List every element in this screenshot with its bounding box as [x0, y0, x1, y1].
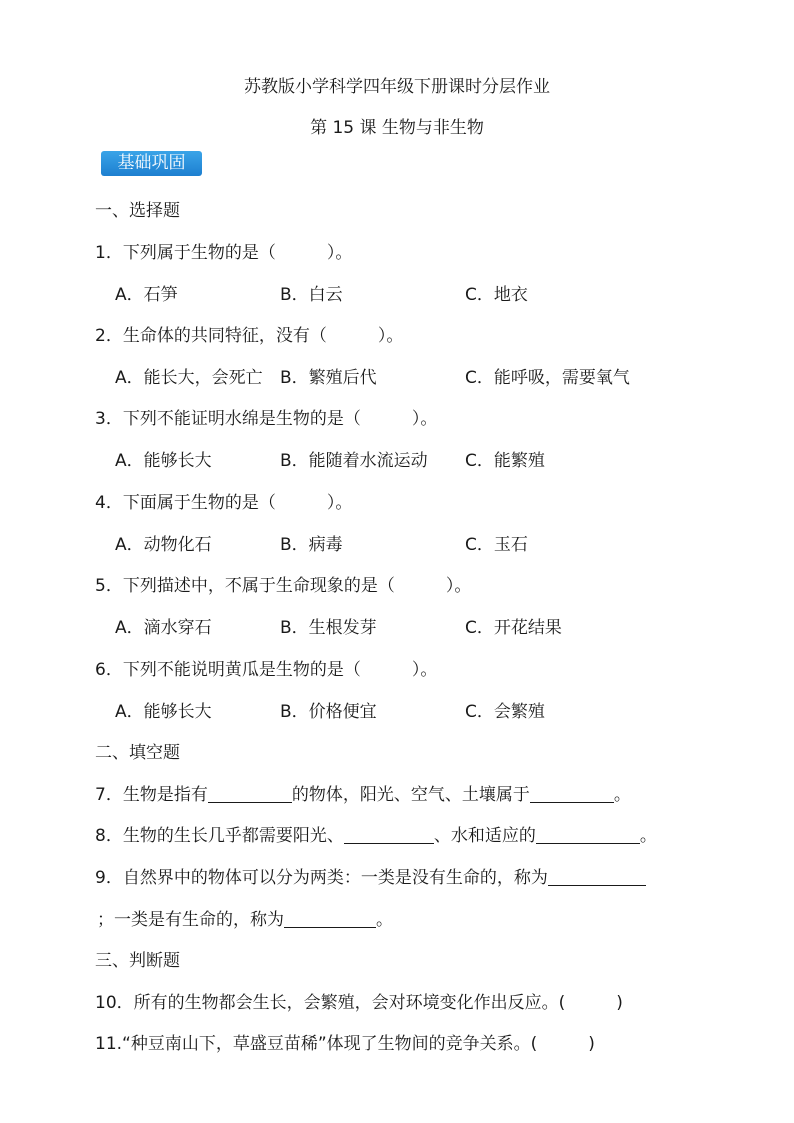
- q5-option-a: A．滴水穿石: [115, 618, 212, 638]
- q6-option-b: B．价格便宜: [280, 702, 377, 722]
- q7-text-end: 。: [613, 785, 631, 805]
- q1-option-a: A．石笋: [115, 285, 178, 305]
- q4-option-c: C．玉石: [465, 535, 528, 555]
- q5-option-b: B．生根发芽: [280, 618, 377, 638]
- section-heading-fill: 二、填空题: [95, 743, 180, 763]
- question-9: [95, 863, 646, 888]
- q3-option-c: C．能繁殖: [465, 451, 545, 471]
- question-5: 5．下列描述中，不属于生命现象的是（ ）。: [95, 576, 472, 596]
- q8-blank-2[interactable]: [536, 826, 640, 844]
- q9-text-middle: ；一类是有生命的，称为: [97, 910, 284, 930]
- q5-option-c: C．开花结果: [465, 618, 562, 638]
- q9-text-start: 9．自然界中的物体可以分为两类：一类是没有生命的，称为: [95, 868, 548, 888]
- q3-option-a: A．能够长大: [115, 451, 212, 471]
- section-heading-judge: 三、判断题: [95, 951, 180, 971]
- question-2: 2．生命体的共同特征，没有（ ）。: [95, 326, 404, 346]
- q7-text-middle: 的物体，阳光、空气、土壤属于: [291, 785, 530, 805]
- question-6: 6．下列不能说明黄瓜是生物的是（ ）。: [95, 660, 438, 680]
- q8-text-end: 。: [639, 826, 657, 846]
- q1-option-c: C．地衣: [465, 285, 528, 305]
- q8-blank-1[interactable]: [344, 826, 434, 844]
- q3-option-b: B．能随着水流运动: [280, 451, 428, 471]
- question-3: 3．下列不能证明水绵是生物的是（ ）。: [95, 409, 438, 429]
- question-10: 10．所有的生物都会生长，会繁殖，会对环境变化作出反应。( ): [95, 993, 623, 1013]
- q9-text-end: 。: [376, 910, 393, 930]
- worksheet-title: 苏教版小学科学四年级下册课时分层作业: [244, 77, 550, 97]
- q6-option-a: A．能够长大: [115, 702, 212, 722]
- question-9-continued: [97, 905, 393, 930]
- section-heading-choice: 一、选择题: [95, 201, 180, 221]
- question-4: 4．下面属于生物的是（ ）。: [95, 493, 353, 513]
- q2-option-c: C．能呼吸，需要氧气: [465, 368, 630, 388]
- q7-blank-1[interactable]: [208, 785, 292, 803]
- q9-blank-1[interactable]: [548, 868, 646, 886]
- q6-option-c: C．会繁殖: [465, 702, 545, 722]
- question-8: [95, 821, 657, 846]
- q8-text-start: 8．生物的生长几乎都需要阳光、: [95, 826, 344, 846]
- q1-option-b: B．白云: [280, 285, 343, 305]
- q4-option-b: B．病毒: [280, 535, 343, 555]
- question-11: 11.“种豆南山下，草盛豆苗稀”体现了生物间的竞争关系。( ): [95, 1034, 595, 1054]
- section-badge: 基础巩固: [101, 151, 202, 176]
- q7-blank-2[interactable]: [530, 785, 614, 803]
- q8-text-middle: 、水和适应的: [433, 826, 536, 846]
- q9-blank-2[interactable]: [284, 910, 376, 928]
- q7-text-start: 7．生物是指有: [95, 785, 208, 805]
- lesson-title: 第 15 课 生物与非生物: [310, 118, 484, 138]
- question-1: 1．下列属于生物的是（ ）。: [95, 243, 353, 263]
- q2-option-b: B．繁殖后代: [280, 368, 377, 388]
- q2-option-a: A．能长大，会死亡: [115, 368, 263, 388]
- q4-option-a: A．动物化石: [115, 535, 212, 555]
- question-7: [95, 780, 631, 805]
